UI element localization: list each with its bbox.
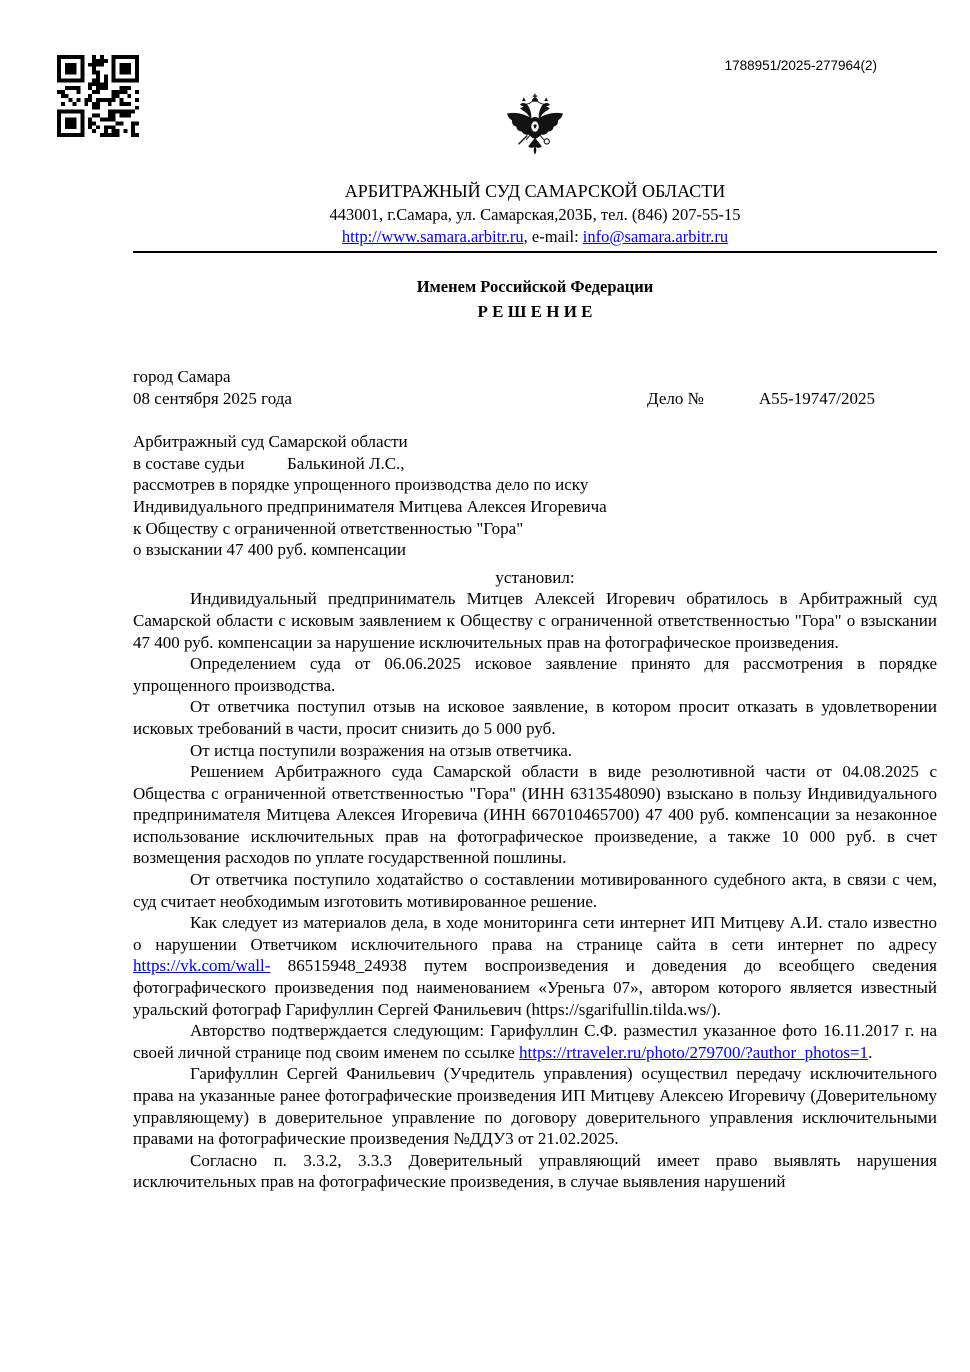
decision-date: 08 сентября 2025 года	[133, 388, 292, 408]
in-the-name-line: Именем Российской Федерации	[416, 277, 654, 296]
composition-line: Арбитражный суд Самарской области	[133, 432, 408, 452]
paragraph: Согласно п. 3.3.2, 3.3.3 Доверительный управляющий имеет право выявлять нарушения исключительных прав на фотографические произведения, в случае выявления нарушений	[133, 1150, 937, 1192]
document-registration-number: 1788951/2025-277964(2)	[724, 58, 877, 73]
composition-line: в составе судьи Балькиной Л.С.,	[133, 453, 405, 473]
city-line: город Самара	[133, 367, 231, 386]
document-page	[133, 0, 937, 1193]
email-label: , e-mail:	[523, 227, 583, 246]
court-address: 443001, г.Самара, ул. Самарская,203Б, тел. (846) 207-55-15	[329, 205, 741, 224]
paragraph: Гарифуллин Сергей Фанильевич (Учредитель управления) осуществил передачу исключительного права на указанные ранее фотографические произведения ИП Митцеву Алексею Игоревичу (Доверительному управляющему) в доверительное управление по договору доверительного управления исключительными правами на фотографические произведения №ДДУ3 от 21.02.2025.	[133, 1064, 937, 1149]
coat-of-arms-icon	[133, 93, 937, 170]
paragraph: Определением суда от 06.06.2025 исковое заявление принято для рассмотрения в порядке упрощенного производства.	[133, 654, 937, 695]
court-email-link[interactable]: info@samara.arbitr.ru	[582, 227, 729, 246]
body-paragraphs	[133, 588, 937, 1193]
paragraph: Индивидуальный предприниматель Митцев Алексей Игоревич обратилось в Арбитражный суд Самарской области с исковым заявлением к Обществу с ограниченной ответственностью "Гора" о взыскании 47 400 руб. компенсации за нарушение исключительных прав на фотографическое произведения.	[133, 589, 937, 652]
paragraph: От ответчика поступило ходатайство о составлении мотивированного судебного акта, в связи с чем, суд считает необходимым изготовить мотивированное решение.	[133, 870, 937, 911]
case-number-label: Дело №	[647, 388, 704, 408]
case-number: А55-19747/2025	[758, 388, 875, 408]
composition-line: к Обществу с ограниченной ответственностью "Гора"	[133, 518, 524, 538]
paragraph: От ответчика поступил отзыв на исковое заявление, в котором просит отказать в удовлетворении исковых требований в части, просит снизить до 5 000 руб.	[133, 697, 937, 738]
paragraph: Авторство подтверждается следующим: Гарифуллин С.Ф. разместил указанное фото 16.11.2017 г. на своей личной странице под своим именем по ссылке https://rtraveler.ru/photo/279700/?author_photos=1.	[133, 1021, 937, 1062]
court-website-link[interactable]: http://www.samara.arbitr.ru	[341, 227, 524, 246]
composition-line: рассмотрев в порядке упрощенного производства дело по иску	[133, 475, 589, 495]
paragraph: Как следует из материалов дела, в ходе мониторинга сети интернет ИП Митцеву А.И. стало известно о нарушении Ответчиком исключительного права на странице сайта в сети интернет по адресу https://vk.com/wall- 86515948_24938 путем воспроизведения и доведения до всеобщего сведения фотографического произведения под наименованием «Уреньга 07», автором которого является известный уральский фотограф Гарифуллин Сергей Фанильевич (https://sgarifullin.tilda.ws/).	[133, 913, 937, 1019]
header-divider	[133, 251, 937, 253]
hyperlink[interactable]: https://rtraveler.ru/photo/279700/?author_photos=1	[519, 1042, 869, 1062]
paragraph: От истца поступили возражения на отзыв ответчика.	[190, 740, 572, 760]
paragraph: Решением Арбитражного суда Самарской области в виде резолютивной части от 04.08.2025 с Общества с ограниченной ответственностью "Гора" (ИНН 6313548090) взыскано в пользу Индивидуального предпринимателя Митцева Алексея Игоревича (ИНН 667010465700) 47 400 руб. компенсации за незаконное использование исключительных прав на фотографическое произведение, а также 10 000 руб. в счет возмещения расходов по уплате государственной пошлины.	[133, 762, 937, 868]
composition-line: о взыскании 47 400 руб. компенсации	[133, 540, 406, 560]
case-header	[133, 366, 937, 409]
composition-line: Индивидуального предпринимателя Митцева Алексея Игоревича	[133, 496, 607, 516]
hyperlink[interactable]: https://vk.com/wall-	[133, 956, 271, 976]
decision-title: Р Е Ш Е Н И Е	[477, 302, 593, 321]
composition-lines	[133, 431, 937, 561]
resolution-heading: установил:	[495, 567, 575, 587]
court-contacts	[133, 227, 937, 247]
date-case-row	[133, 388, 937, 410]
court-name: АРБИТРАЖНЫЙ СУД САМАРСКОЙ ОБЛАСТИ	[344, 181, 726, 201]
